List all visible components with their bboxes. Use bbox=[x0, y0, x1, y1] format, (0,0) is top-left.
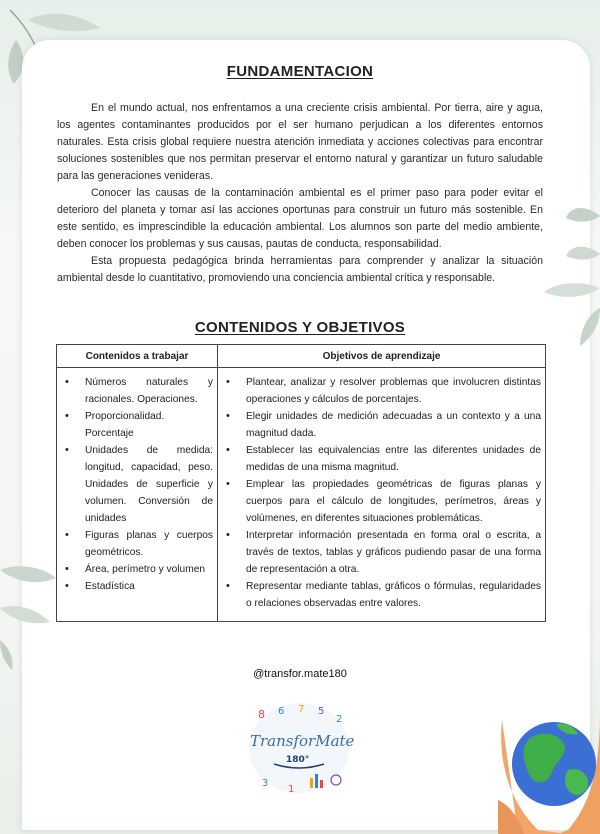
list-item: • Establecer las equivalencias entre las diferentes unidades de medidas de una misma magnitud. bbox=[222, 442, 541, 476]
fundamentacion-body bbox=[57, 100, 543, 287]
svg-text:5: 5 bbox=[318, 706, 325, 717]
logo-text: TransforMate bbox=[250, 732, 354, 750]
contenidos-title: CONTENIDOS Y OBJETIVOS bbox=[194, 319, 406, 336]
globe-in-hands-illustration bbox=[498, 700, 600, 834]
list-item: • Interpretar información presentada en forma oral o escrita, a través de textos, tablas y gráficos pudiendo pasar de una forma de representación a otra. bbox=[222, 527, 541, 578]
list-item: • Área, perímetro y volumen bbox=[61, 561, 213, 578]
fundamentacion-title: FUNDAMENTACION bbox=[226, 63, 374, 80]
table-header-contenidos: Contenidos a trabajar bbox=[57, 345, 218, 368]
list-item: • Proporcionalidad. Porcentaje bbox=[61, 408, 213, 442]
objetivos-list bbox=[222, 374, 541, 612]
list-item: • Números naturales y racionales. Operaciones. bbox=[61, 374, 213, 408]
list-item: • Figuras planas y cuerpos geométricos. bbox=[61, 527, 213, 561]
list-item: • Unidades de medida: longitud, capacidad, peso. Unidades de superficie y volumen. Conversión de unidades bbox=[61, 442, 213, 527]
list-item: • Estadística bbox=[61, 578, 213, 595]
svg-text:1: 1 bbox=[288, 784, 295, 795]
svg-text:2: 2 bbox=[336, 714, 343, 725]
list-item: • Plantear, analizar y resolver problemas que involucren distintas operaciones y cálculos de porcentajes. bbox=[222, 374, 541, 408]
contenidos-cell bbox=[57, 368, 218, 622]
transformate-logo bbox=[244, 698, 354, 798]
svg-text:8: 8 bbox=[258, 708, 265, 721]
table-header-objetivos: Objetivos de aprendizaje bbox=[218, 345, 546, 368]
fundamentacion-paragraph: En el mundo actual, nos enfrentamos a una creciente crisis ambiental. Por tierra, aire y agua, los agentes contaminantes producidos por el ser humano perjudican a los diferentes entornos naturales. Esta crisis global requiere nuestra atención inmediata y acciones colectivas para encontrar soluciones sostenibles que nos permitan preservar el entorno natural y garantizar un futuro saludable para las generaciones venideras. bbox=[57, 102, 543, 182]
social-handle: @transfor.mate180 bbox=[253, 668, 347, 680]
contenidos-objetivos-table bbox=[56, 344, 546, 622]
contenidos-list bbox=[61, 374, 213, 595]
list-item: • Elegir unidades de medición adecuadas a un contexto y a una magnitud dada. bbox=[222, 408, 541, 442]
objetivos-cell bbox=[218, 368, 546, 622]
fundamentacion-paragraph: Esta propuesta pedagógica brinda herramientas para comprender y analizar la situación ambiental desde lo cuantitativo, promoviendo una conciencia ambiental crítica y responsable. bbox=[57, 255, 543, 284]
leaves-left-decoration bbox=[0, 560, 60, 670]
list-item: • Emplear las propiedades geométricas de figuras planas y cuerpos para el cálculo de longitudes, perímetros, áreas y volúmenes, en diferentes situaciones problemáticas. bbox=[222, 476, 541, 527]
svg-text:3: 3 bbox=[262, 778, 269, 789]
fundamentacion-paragraph: Conocer las causas de la contaminación ambiental es el primer paso para poder evitar el deterioro del planeta y tomar así las acciones oportunas para construir un futuro más sostenible. En este sentido, es imprescindible la educación ambiental. Los alumnos son parte del medio ambiente, deben conocer los problemas y sus causas, pautas de conducta, responsabilidad. bbox=[57, 187, 543, 250]
svg-text:7: 7 bbox=[298, 704, 305, 715]
logo-number: 180° bbox=[286, 755, 310, 765]
list-item: • Representar mediante tablas, gráficos o fórmulas, regularidades o relaciones observadas entre valores. bbox=[222, 578, 541, 612]
svg-text:6: 6 bbox=[278, 706, 285, 717]
